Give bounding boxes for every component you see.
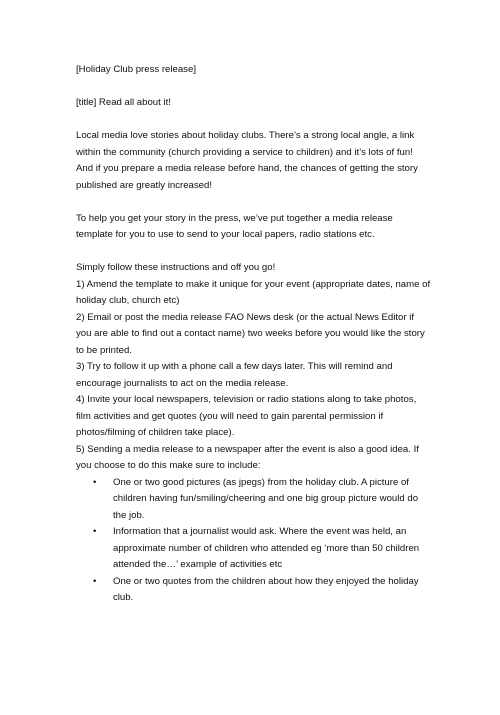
document-title: [title] Read all about it! — [76, 97, 171, 108]
bullet-item — [76, 524, 432, 574]
intro-paragraph: Local media love stories about holiday clubs. There’s a strong local angle, a link within the community (church providing a service to children) and it’s lots of fun! And if you prepare a media release before hand, the chances of getting the story published are greatly increased! — [76, 130, 418, 191]
template-paragraph: To help you get your story in the press, we’ve put together a media release template for you to use to send to your local papers, radio stations etc. — [76, 212, 393, 240]
bullet-item — [76, 574, 432, 607]
bullet-item — [76, 475, 432, 525]
step-item: 1) Amend the template to make it unique for your event (appropriate dates, name of holiday club, church etc) — [76, 278, 431, 306]
bullet-text: One or two good pictures (as jpegs) from the holiday club. A picture of children having fun/smiling/cheering and one big group picture would do the job. — [113, 476, 419, 521]
step-item: 3) Try to follow it up with a phone call a few days later. This will remind and encourage journalists to act on the media release. — [76, 361, 393, 389]
bullet-icon: • — [93, 575, 97, 587]
document-header: [Holiday Club press release] — [76, 64, 196, 75]
document-body — [76, 62, 432, 607]
step-item: 5) Sending a media release to a newspaper after the event is also a good idea. If you choose to do this make sure to include: — [76, 443, 419, 471]
bullet-icon: • — [93, 476, 97, 488]
bullet-text: One or two quotes from the children about how they enjoyed the holiday club. — [113, 575, 419, 603]
bullet-text: Information that a journalist would ask. Where the event was held, an approximate number of children who attended eg ‘more than 50 children attended the…’ example of activities etc — [113, 526, 420, 570]
instructions-intro: Simply follow these instructions and off you go! — [76, 262, 276, 273]
step-item: 4) Invite your local newspapers, television or radio stations along to take photos, film activities and get quotes (you will need to gain parental permission if photos/filming of children take place). — [76, 394, 417, 438]
bullet-icon: • — [93, 526, 97, 537]
steps-list — [76, 277, 432, 475]
bullet-list — [76, 475, 432, 607]
step-item: 2) Email or post the media release FAO News desk (or the actual News Editor if you are able to find out a contact name) two weeks before you would like the story to be printed. — [76, 311, 425, 356]
